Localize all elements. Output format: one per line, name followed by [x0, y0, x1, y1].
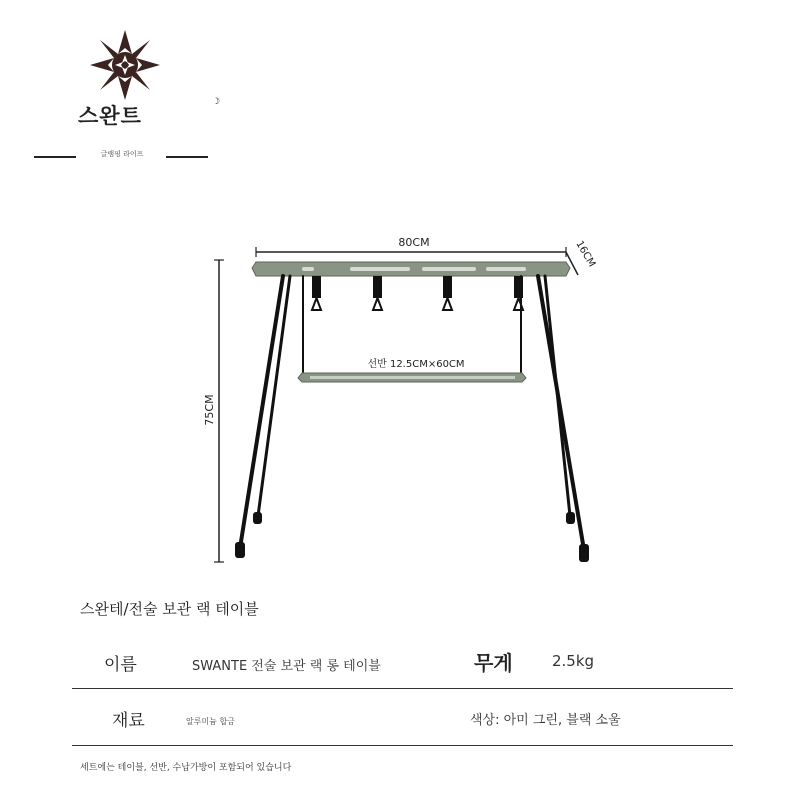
table-legs — [240, 276, 584, 550]
spec-divider-bottom — [72, 745, 733, 746]
tagline-right-rule — [166, 156, 208, 158]
moon-icon: ☽ — [212, 97, 221, 107]
spec-divider-top — [72, 688, 733, 689]
spec-name-value: SWANTE 전술 보관 랙 롱 테이블 — [192, 659, 381, 674]
spec-name-label: 이름 — [104, 655, 137, 675]
tagline-left-rule — [34, 156, 76, 158]
hanging-hooks — [312, 276, 523, 310]
spec-weight-label: 무게 — [474, 651, 513, 675]
brand-name: 스완트 — [78, 104, 142, 128]
spec-weight-value: 2.5kg — [552, 652, 595, 670]
leg-feet — [235, 512, 589, 562]
width-label: 80CM — [398, 236, 430, 249]
spec-material-label: 재료 — [112, 711, 145, 731]
spec-color-value: 색상: 아미 그린, 블랙 소울 — [470, 713, 621, 728]
product-title: 스완테/전술 보관 랙 테이블 — [80, 600, 259, 618]
height-label: 75CM — [203, 394, 216, 426]
brand-tagline: 글램핑 라이프 — [100, 150, 144, 158]
depth-label: 16CM — [573, 239, 598, 270]
shelf-label: 선반 12.5CM×60CM — [367, 359, 465, 370]
lower-shelf — [298, 373, 526, 382]
product-dimension-diagram — [0, 220, 800, 580]
brand-logo-icon — [88, 28, 162, 102]
package-footnote: 세트에는 테이블, 선반, 수납가방이 포함되어 있습니다 — [80, 763, 292, 773]
table-top — [252, 262, 570, 276]
spec-material-value: 알루미늄 합금 — [186, 717, 235, 726]
